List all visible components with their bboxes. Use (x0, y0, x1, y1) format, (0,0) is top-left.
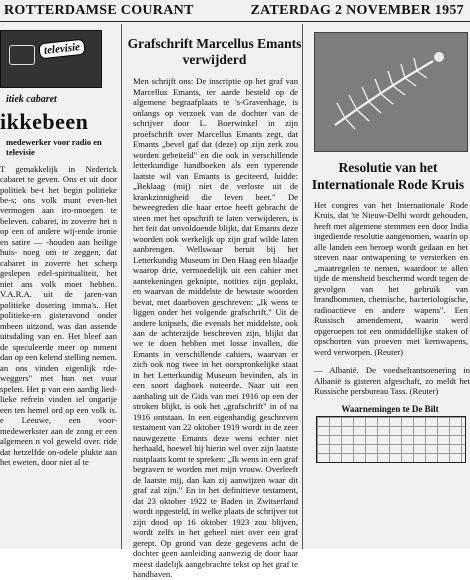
right-column (306, 24, 470, 549)
newspaper-name: ROTTERDAMSE COURANT (4, 2, 194, 18)
left-column (0, 24, 122, 549)
feather-emblem-icon (315, 33, 467, 151)
middle-article-text: Men schrijft ons: De inscriptie op het graf van Marcellus Emants, ter aarde besteld op de algemene begraafplaats te 's-Gravenhage, is onlangs op verzoek van de dochter van de schrijver door L. Boerwinkel in zijn proefschrift over Marcellus Emants zegt, dat Emants „bevel gaf dat (deze) op zijn zerk zou worden gebeiteld" en die ook in verschillende letterkundige handboeken als een typerende laatste wil van Emants is geciteerd, luidde: „Beklaag (mij) niet de verloste uit de krankzinnigheid die leven heet." De beweegreden die haar ertoe heeft gebracht de steen met het opschrift te laten verwijderen, is het feit dat onvoldoende blijkt, dat Emants deze woorden ook werkelijk op zijn graf wilde laten aanbrengen. Wellswaar beruit bij het Letterkundig Museum in Den Haag een blaadje waarop drie, vermoedelijk uit een cahier met aantekeningen geknipte, notities zijn geplakt, en waarvan de middelste de bewuste woorden bevat, met daarboven geschreven: „Ik wens te liggen onder het volgende grafschrift." Uit de andere knipsels, die evenals het middelste, ook aan de achterzijde beschreven zijn, blijkt dat we te doen hebben met losse invallen, die Emants in verschillende cahiers, waarvan er zich ook nog twee in het oorspronkelijke staat in het Letterkundig Museum bevinden, als in een soort dagboek noteerde. Naar uit een aanhaling uit de Gids van mei 1916 op een der stroken blijkt, is ook het „grafschrift" in of na 1916 ontstaan. In een eigenhandig geschreven testament van 22 oktober 1919 wordt in de zeer nauwgezette Emants deze wens echter niet herhaald, hoewel hij hierin wel over zijn laatste rustplaats komt te spreken: „Ik wens in een graf begraven te worden met mijn vrouw. Overleeft de laatste mij, dan kan zij aanwijzen waar dit graf zal zijn." En in het definitieve testament, dat 23 oktober 1922 te Baden in Zwitserland wordt opgesteld, in welke plaats de schrijver tot zijn dood op 16 oktober 1923 zou blijven, wordt zelfs in het geheel niet over een graf gerept. Op grond van deze gegevens acht de dochter geen aanleiding aanwezig de door haar meest dadelijk aangebrachte tekst op het graf te handhaven. (133, 76, 298, 580)
left-headline: ikkebeen (0, 109, 89, 134)
notice-dash: — (314, 365, 323, 376)
right-headline: Resolutie van het Internationale Rode Kruis (311, 160, 465, 192)
middle-headline: Grafschrift Marcellus Emants verwijderd (127, 36, 302, 68)
television-label: televisie (38, 39, 85, 60)
issue-date: ZATERDAG 2 NOVEMBER 1957 (250, 2, 464, 18)
masthead (0, 0, 470, 22)
tv-icon (9, 45, 35, 65)
weather-chart-grid (316, 416, 466, 463)
left-kicker: itiek cabaret (6, 94, 57, 105)
right-article-text: Het congres van het Internationale Rode Kruis, dat 'te Nieuw-Delhi wordt gehouden, heeft met algemene stemmen een door India ingediende resolutie aangenomen, waarin op alle landen een beroep wordt gedaan en het streven naar ontwapening te versterken en „maatregelen te nemen, waardoor te allen tijde de mensheid beschermd wordt tegen de gevolgen van het gebruik van brandbommen, chemische, bacteriologische, radioactieve en andere wapens". Een Russisch amendement, waarin werd opgeroepen tot een onmiddellijke staken of opschorten van proeven met kernwapens, werd verworpen. (Reuter) (314, 199, 468, 357)
weather-title: Waarnemingen te De Bilt (341, 404, 439, 415)
weather-observations (316, 404, 464, 463)
albania-notice (314, 365, 470, 396)
left-article-text: T gemakkelijk in Nederick cabaret te geven. Ons et uit door politiek be-t het begin politieke be-s; ons volk munt even-het vermogen aan iro-nnoegen te beleven. cabaret, in zoverre het n op een of andere wij-ende ironie en satire — -houden aan heilige huis- noeg om te zeggen, dat cabaret in zoverre het scherp geslepen edel-spiritualiteit, het niet ans volk moet hebben. V.A.R.A. uit de jaren-van politieke dosering imma's. Het politieke-en gisteravond onder mbeen uitzond, was dan assende uitsdaling van en. Het bleef aan de speculeerde meer op mment dan op een kelend stelling nemen. an ons vinden eigenlijk rde-weggers" met hun net vuur spelen. Het p van een aardig lied-lieke refrein vinden iel ongarije een ten hemel ord op een volk is. e Leeuwe, een voor-medewerkster aan de zong er een algemeen n vol geweld over. ride dat hetzelfde on-odele plukte aan het eweten, door niet al te (0, 163, 117, 468)
albania-notice-text: Albanië. De voedselrantsoenering in Albanië is gisteren afgeschaft, zo meldt het Russische persbureau Tass. (Reuter) (314, 365, 470, 396)
left-subhead: medewerker voor radio en televisie (6, 137, 102, 157)
news-photo (314, 32, 468, 152)
television-logo-box (0, 30, 102, 88)
middle-column (127, 24, 303, 580)
